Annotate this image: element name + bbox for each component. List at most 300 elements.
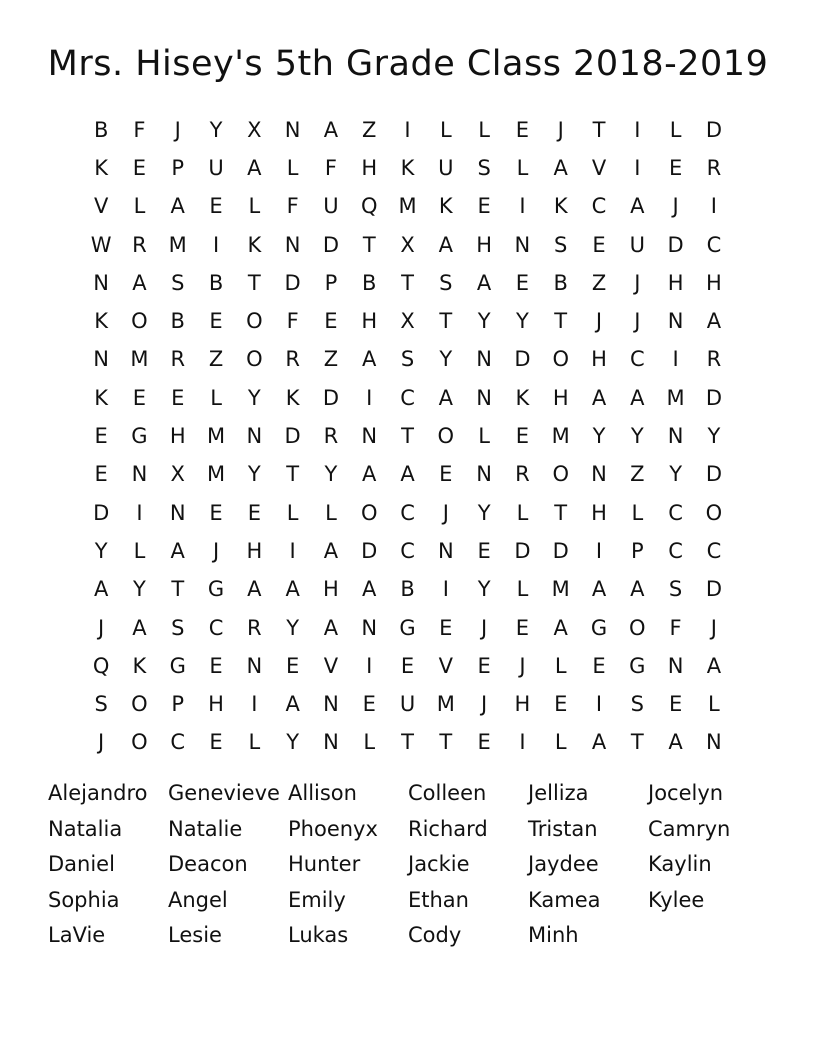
grid-letter[interactable]: Z	[362, 117, 377, 142]
grid-letter[interactable]: I	[251, 692, 258, 717]
grid-letter[interactable]: L	[325, 500, 337, 525]
grid-letter[interactable]: Y	[209, 117, 223, 142]
grid-letter[interactable]: N	[323, 692, 339, 717]
grid-letter[interactable]: F	[324, 155, 337, 180]
grid-letter[interactable]: Y	[630, 424, 644, 449]
grid-letter[interactable]: H	[208, 692, 224, 717]
grid-letter[interactable]: U	[208, 155, 224, 180]
grid-letter[interactable]: J	[212, 538, 220, 563]
grid-letter[interactable]: O	[360, 500, 378, 525]
grid-letter[interactable]: H	[169, 424, 186, 449]
grid-letter[interactable]: A	[132, 615, 147, 640]
grid-letter[interactable]: A	[362, 347, 377, 372]
grid-letter[interactable]: T	[401, 730, 414, 755]
grid-letter[interactable]: K	[515, 385, 530, 410]
grid-letter[interactable]: R	[515, 462, 530, 487]
grid-letter[interactable]: G	[629, 653, 646, 678]
grid-letter[interactable]: K	[94, 309, 109, 334]
grid-letter[interactable]: J	[481, 615, 488, 640]
grid-letter[interactable]: E	[132, 155, 147, 180]
grid-letter[interactable]: J	[98, 730, 105, 755]
grid-letter[interactable]: E	[132, 385, 147, 410]
grid-letter[interactable]: Z	[208, 347, 224, 372]
grid-letter[interactable]: I	[289, 538, 296, 563]
grid-letter[interactable]: T	[401, 424, 414, 449]
grid-letter[interactable]: L	[286, 155, 299, 180]
grid-letter[interactable]: B	[362, 270, 377, 295]
grid-letter[interactable]: C	[629, 347, 645, 372]
grid-letter[interactable]: M	[206, 424, 226, 449]
grid-letter[interactable]: I	[366, 385, 373, 410]
grid-letter[interactable]: A	[362, 462, 377, 487]
grid-letter[interactable]: L	[363, 730, 376, 755]
grid-letter[interactable]: C	[591, 194, 607, 219]
grid-letter[interactable]: O	[131, 309, 148, 334]
grid-letter[interactable]: D	[93, 500, 110, 525]
grid-letter[interactable]: G	[207, 577, 225, 602]
grid-letter[interactable]: J	[634, 309, 641, 334]
grid-letter[interactable]: U	[323, 194, 339, 219]
grid-letter[interactable]: L	[210, 385, 222, 410]
grid-letter[interactable]: Y	[707, 424, 721, 449]
grid-letter[interactable]: E	[554, 692, 568, 717]
word-list-item: Camryn	[648, 816, 731, 841]
grid-letter[interactable]: L	[516, 500, 529, 525]
grid-letter[interactable]: O	[552, 347, 569, 372]
grid-letter[interactable]: N	[246, 653, 263, 678]
grid-letter[interactable]: A	[285, 692, 300, 717]
grid-letter[interactable]: O	[437, 424, 455, 449]
grid-letter[interactable]: C	[668, 538, 683, 563]
grid-letter[interactable]: K	[438, 194, 453, 219]
grid-letter[interactable]: T	[592, 117, 606, 142]
grid-letter[interactable]: R	[285, 347, 300, 372]
grid-letter[interactable]: A	[668, 730, 683, 755]
grid-letter[interactable]: J	[634, 270, 641, 295]
grid-letter[interactable]: R	[706, 347, 722, 372]
grid-letter[interactable]: T	[439, 309, 453, 334]
grid-letter[interactable]: T	[362, 232, 376, 257]
grid-letter[interactable]: E	[515, 117, 530, 142]
grid-letter[interactable]: D	[514, 538, 531, 563]
grid-letter[interactable]: E	[94, 424, 108, 449]
grid-letter[interactable]: A	[476, 270, 492, 295]
grid-letter[interactable]: N	[246, 424, 263, 449]
grid-letter[interactable]: L	[708, 692, 720, 717]
grid-letter[interactable]: H	[323, 577, 339, 602]
grid-letter[interactable]: A	[706, 309, 722, 334]
grid-letter[interactable]: A	[170, 194, 185, 219]
word-list-item: Kaylin	[648, 852, 712, 876]
grid-letter[interactable]: D	[705, 385, 722, 410]
grid-letter[interactable]: E	[477, 653, 491, 678]
grid-letter[interactable]: T	[630, 730, 644, 755]
grid-letter[interactable]: B	[553, 270, 568, 295]
grid-letter[interactable]: L	[554, 653, 567, 678]
grid-letter[interactable]: Y	[516, 309, 529, 334]
grid-letter[interactable]: R	[323, 424, 339, 449]
grid-letter[interactable]: E	[209, 730, 223, 755]
grid-letter[interactable]: N	[284, 117, 301, 142]
grid-letter[interactable]: T	[247, 270, 261, 295]
grid-letter[interactable]: M	[551, 424, 570, 449]
grid-letter[interactable]: E	[209, 309, 223, 334]
word-list-item: Sophia	[48, 887, 120, 912]
grid-letter[interactable]: C	[706, 538, 722, 563]
grid-letter[interactable]: I	[136, 500, 143, 525]
grid-letter[interactable]: J	[174, 117, 181, 142]
grid-letter[interactable]: T	[554, 500, 568, 525]
grid-letter[interactable]: Y	[477, 500, 491, 525]
grid-letter[interactable]: B	[208, 270, 224, 295]
grid-letter[interactable]: N	[93, 347, 109, 372]
grid-letter[interactable]: E	[668, 155, 683, 180]
grid-letter[interactable]: Y	[286, 730, 300, 755]
grid-letter[interactable]: E	[515, 615, 530, 640]
grid-letter[interactable]: J	[519, 653, 526, 678]
grid-letter[interactable]: I	[634, 155, 641, 180]
grid-letter[interactable]: L	[286, 500, 299, 525]
grid-letter[interactable]: D	[284, 424, 301, 449]
word-list-item: Emily	[288, 887, 346, 912]
grid-letter[interactable]: X	[400, 232, 415, 257]
grid-letter[interactable]: N	[706, 730, 722, 755]
grid-letter[interactable]: R	[170, 347, 186, 372]
grid-letter[interactable]: J	[481, 692, 488, 717]
grid-letter[interactable]: A	[285, 577, 300, 602]
grid-letter[interactable]: L	[478, 117, 490, 142]
grid-letter[interactable]: Y	[477, 577, 491, 602]
grid-letter[interactable]: E	[362, 692, 376, 717]
grid-letter[interactable]: U	[629, 232, 645, 257]
grid-letter[interactable]: O	[131, 692, 148, 717]
grid-letter[interactable]: U	[438, 155, 454, 180]
grid-letter[interactable]: Y	[247, 462, 261, 487]
grid-letter[interactable]: U	[399, 692, 416, 717]
word-list-item: Daniel	[48, 852, 115, 876]
grid-letter[interactable]: D	[514, 347, 531, 372]
page-title: Mrs. Hisey's 5th Grade Class 2018-2019	[47, 44, 769, 84]
grid-letter[interactable]: W	[90, 232, 112, 257]
grid-letter[interactable]: N	[93, 270, 109, 295]
grid-letter[interactable]: K	[247, 232, 262, 257]
grid-letter[interactable]: N	[591, 462, 607, 487]
grid-letter[interactable]: N	[476, 347, 492, 372]
grid-letter[interactable]: D	[705, 462, 722, 487]
grid-letter[interactable]: V	[323, 653, 339, 678]
grid-letter[interactable]: L	[631, 500, 644, 525]
grid-letter[interactable]: H	[667, 270, 684, 295]
grid-letter[interactable]: O	[552, 462, 569, 487]
grid-letter[interactable]: B	[93, 117, 109, 142]
grid-letter[interactable]: A	[630, 385, 645, 410]
grid-letter[interactable]: D	[322, 385, 340, 410]
grid-letter[interactable]: N	[476, 385, 492, 410]
grid-letter[interactable]: P	[171, 155, 185, 180]
grid-letter[interactable]: Y	[592, 424, 606, 449]
grid-letter[interactable]: O	[705, 500, 723, 525]
grid-letter[interactable]: Z	[323, 347, 339, 372]
grid-letter[interactable]: M	[436, 692, 455, 717]
grid-letter[interactable]: Y	[477, 309, 491, 334]
grid-letter[interactable]: I	[519, 194, 526, 219]
grid-letter[interactable]: F	[133, 117, 146, 142]
grid-letter[interactable]: E	[515, 270, 530, 295]
grid-letter[interactable]: Y	[133, 577, 146, 602]
grid-letter[interactable]: J	[672, 194, 679, 219]
word-list-item: Jelliza	[528, 781, 589, 805]
grid-letter[interactable]: S	[171, 270, 185, 295]
grid-letter[interactable]: T	[439, 730, 453, 755]
grid-letter[interactable]: P	[171, 692, 185, 717]
grid-letter[interactable]: P	[324, 270, 338, 295]
grid-letter[interactable]: Q	[92, 653, 110, 678]
grid-letter[interactable]: H	[476, 232, 493, 257]
grid-letter[interactable]: A	[323, 538, 339, 563]
grid-letter[interactable]: R	[706, 155, 722, 180]
grid-letter[interactable]: C	[400, 385, 415, 410]
grid-letter[interactable]: L	[478, 424, 490, 449]
grid-letter[interactable]: O	[246, 309, 263, 334]
grid-letter[interactable]: A	[132, 270, 147, 295]
grid-letter[interactable]: A	[362, 577, 377, 602]
grid-letter[interactable]: S	[477, 155, 491, 180]
grid-letter[interactable]: S	[668, 577, 683, 602]
grid-letter[interactable]: S	[439, 270, 453, 295]
grid-letter[interactable]: A	[247, 577, 262, 602]
grid-letter[interactable]: J	[595, 309, 603, 334]
grid-letter[interactable]: A	[247, 155, 262, 180]
grid-letter[interactable]: T	[286, 462, 300, 487]
grid-letter[interactable]: A	[630, 194, 645, 219]
grid-letter[interactable]: E	[209, 500, 223, 525]
grid-letter[interactable]: I	[366, 653, 373, 678]
grid-letter[interactable]: C	[170, 730, 186, 755]
grid-letter[interactable]: C	[208, 615, 224, 640]
grid-letter[interactable]: L	[133, 538, 146, 563]
grid-letter[interactable]: O	[246, 347, 263, 372]
grid-letter[interactable]: I	[519, 730, 526, 755]
grid-letter[interactable]: N	[131, 462, 148, 487]
grid-letter[interactable]: I	[672, 347, 679, 372]
grid-letter[interactable]: K	[94, 385, 109, 410]
grid-letter[interactable]: A	[706, 653, 722, 678]
grid-letter[interactable]: E	[209, 653, 223, 678]
grid-letter[interactable]: J	[442, 500, 449, 525]
grid-letter[interactable]: H	[361, 155, 378, 180]
grid-letter[interactable]: F	[286, 194, 299, 219]
grid-letter[interactable]: H	[552, 385, 569, 410]
grid-letter[interactable]: K	[553, 194, 568, 219]
word-list	[48, 776, 768, 954]
grid-letter[interactable]: C	[668, 500, 683, 525]
grid-letter[interactable]: G	[590, 615, 608, 640]
grid-letter[interactable]: D	[705, 577, 722, 602]
grid-letter[interactable]: R	[132, 232, 147, 257]
grid-letter[interactable]: M	[666, 385, 685, 410]
grid-letter[interactable]: A	[630, 577, 645, 602]
grid-letter[interactable]: Y	[669, 462, 683, 487]
grid-letter[interactable]: K	[94, 155, 109, 180]
grid-letter[interactable]: N	[284, 232, 301, 257]
grid-letter[interactable]: V	[438, 653, 453, 678]
grid-letter[interactable]: Z	[591, 270, 607, 295]
grid-letter[interactable]: I	[404, 117, 411, 142]
grid-letter[interactable]: Y	[247, 385, 261, 410]
grid-letter[interactable]: O	[629, 615, 646, 640]
grid-letter[interactable]: X	[247, 117, 262, 142]
grid-letter[interactable]: E	[247, 500, 261, 525]
grid-letter[interactable]: H	[361, 309, 378, 334]
grid-letter[interactable]: N	[323, 730, 339, 755]
grid-letter[interactable]: M	[130, 347, 149, 372]
grid-letter[interactable]: G	[399, 615, 416, 640]
grid-letter[interactable]: A	[438, 232, 453, 257]
grid-letter[interactable]: N	[514, 232, 531, 257]
grid-letter[interactable]: T	[401, 270, 414, 295]
grid-letter[interactable]: I	[634, 117, 641, 142]
grid-letter[interactable]: E	[439, 615, 453, 640]
grid-letter[interactable]: I	[595, 538, 603, 563]
grid-letter[interactable]: H	[706, 270, 722, 295]
grid-letter[interactable]: A	[591, 385, 607, 410]
grid-letter[interactable]: A	[553, 615, 568, 640]
grid-letter[interactable]: A	[591, 577, 607, 602]
grid-letter[interactable]: B	[400, 577, 415, 602]
grid-letter[interactable]: E	[477, 730, 491, 755]
grid-letter[interactable]: E	[515, 424, 530, 449]
grid-letter[interactable]: A	[553, 155, 568, 180]
grid-letter[interactable]: X	[170, 462, 185, 487]
grid-letter[interactable]: K	[400, 155, 415, 180]
grid-letter[interactable]: E	[94, 462, 108, 487]
grid-letter[interactable]: G	[131, 424, 148, 449]
grid-letter[interactable]: O	[131, 730, 148, 755]
grid-letter[interactable]: D	[552, 538, 569, 563]
grid-letter[interactable]: N	[361, 424, 378, 449]
grid-letter[interactable]: M	[398, 194, 417, 219]
grid-letter[interactable]: N	[476, 462, 492, 487]
grid-letter[interactable]: P	[630, 538, 644, 563]
grid-letter[interactable]: Y	[94, 538, 108, 563]
grid-letter[interactable]: J	[557, 117, 564, 142]
grid-letter[interactable]: J	[98, 615, 105, 640]
grid-letter[interactable]: C	[400, 500, 415, 525]
grid-letter[interactable]: E	[324, 309, 338, 334]
grid-letter[interactable]: N	[667, 309, 684, 334]
grid-letter[interactable]: D	[361, 538, 378, 563]
grid-letter[interactable]: Y	[439, 347, 453, 372]
grid-letter[interactable]: E	[400, 653, 415, 678]
grid-letter[interactable]: S	[400, 347, 415, 372]
grid-letter[interactable]: V	[591, 155, 607, 180]
grid-letter[interactable]: A	[438, 385, 453, 410]
grid-letter[interactable]: E	[439, 462, 453, 487]
grid-letter[interactable]: N	[361, 615, 378, 640]
grid-letter[interactable]: I	[212, 232, 220, 257]
grid-letter[interactable]: F	[286, 309, 299, 334]
grid-letter[interactable]: A	[323, 615, 339, 640]
grid-letter[interactable]: C	[400, 538, 415, 563]
grid-letter[interactable]: E	[668, 692, 683, 717]
grid-letter[interactable]: H	[591, 500, 607, 525]
grid-letter[interactable]: F	[669, 615, 682, 640]
grid-letter[interactable]: A	[93, 577, 109, 602]
grid-letter[interactable]: L	[133, 194, 146, 219]
grid-letter[interactable]: L	[248, 730, 261, 755]
grid-letter[interactable]: M	[551, 577, 570, 602]
grid-letter[interactable]: X	[400, 309, 415, 334]
word-list-item: Colleen	[408, 781, 487, 805]
grid-letter[interactable]: G	[169, 653, 186, 678]
grid-letter[interactable]: D	[705, 117, 722, 142]
grid-letter[interactable]: I	[595, 692, 603, 717]
grid-letter[interactable]: L	[554, 730, 567, 755]
grid-letter[interactable]: N	[667, 653, 684, 678]
grid-letter[interactable]: I	[710, 194, 717, 219]
grid-letter[interactable]: D	[322, 232, 340, 257]
grid-letter[interactable]: M	[168, 232, 187, 257]
grid-letter[interactable]: M	[206, 462, 226, 487]
grid-letter[interactable]: Z	[630, 462, 645, 487]
grid-letter[interactable]: H	[591, 347, 607, 372]
grid-letter[interactable]: L	[516, 155, 529, 180]
grid-letter[interactable]: E	[171, 385, 185, 410]
grid-letter[interactable]: R	[247, 615, 262, 640]
grid-letter[interactable]: Y	[324, 462, 338, 487]
grid-letter[interactable]: E	[209, 194, 223, 219]
grid-letter[interactable]: E	[477, 194, 491, 219]
grid-letter[interactable]: J	[710, 615, 717, 640]
grid-letter[interactable]: S	[630, 692, 644, 717]
grid-letter[interactable]: K	[285, 385, 300, 410]
grid-letter[interactable]: N	[437, 538, 454, 563]
grid-letter[interactable]: T	[171, 577, 185, 602]
grid-letter[interactable]: D	[667, 232, 684, 257]
grid-letter[interactable]: Q	[360, 194, 378, 219]
grid-letter[interactable]: E	[592, 653, 606, 678]
grid-letter[interactable]: C	[706, 232, 722, 257]
grid-letter[interactable]: S	[94, 692, 108, 717]
grid-letter[interactable]: I	[442, 577, 449, 602]
grid-letter[interactable]: E	[477, 538, 491, 563]
grid-letter[interactable]: E	[285, 653, 300, 678]
grid-letter[interactable]: A	[400, 462, 415, 487]
grid-letter[interactable]: A	[591, 730, 607, 755]
grid-letter[interactable]: K	[132, 653, 147, 678]
grid-letter[interactable]: L	[439, 117, 452, 142]
grid-letter[interactable]: T	[554, 309, 568, 334]
grid-letter[interactable]: A	[323, 117, 339, 142]
grid-letter[interactable]: L	[248, 194, 261, 219]
grid-letter[interactable]: H	[246, 538, 263, 563]
grid-letter[interactable]: Y	[286, 615, 300, 640]
grid-letter[interactable]: N	[169, 500, 186, 525]
word-list-item: Jaydee	[528, 852, 599, 876]
grid-letter[interactable]: E	[592, 232, 606, 257]
grid-letter[interactable]: S	[171, 615, 185, 640]
grid-letter[interactable]: N	[667, 424, 684, 449]
grid-letter[interactable]: B	[170, 309, 185, 334]
grid-letter[interactable]: A	[170, 538, 185, 563]
word-list-item: Allison	[288, 781, 357, 805]
grid-letter[interactable]: V	[93, 194, 109, 219]
grid-letter[interactable]: L	[669, 117, 682, 142]
grid-letter[interactable]: L	[516, 577, 529, 602]
grid-letter[interactable]: D	[284, 270, 301, 295]
grid-letter[interactable]: H	[514, 692, 531, 717]
grid-letter[interactable]: S	[554, 232, 568, 257]
